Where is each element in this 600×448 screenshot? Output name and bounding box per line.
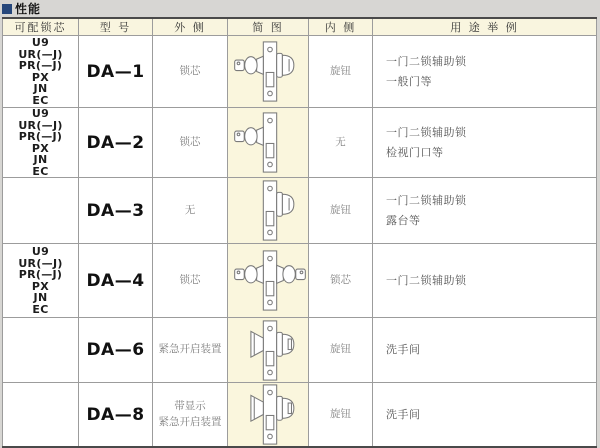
outside-label-line: 紧急开启装置 <box>158 343 222 356</box>
cylinder-code: PR(—J) <box>18 130 63 143</box>
lock-body-icon <box>263 181 276 240</box>
usage-line: 一门二锁辅助锁 <box>386 54 467 68</box>
cylinder-code: EC <box>32 93 49 107</box>
lock-diagram <box>228 383 312 446</box>
inside-cell <box>309 383 373 448</box>
col-header-model: 型 号 <box>79 18 153 36</box>
usage-line: 一门二锁辅助锁 <box>386 193 467 207</box>
lock-diagram <box>228 249 312 312</box>
cylinder-code: U9 <box>31 36 50 49</box>
outside-label-line: 紧急开启装置 <box>158 415 222 428</box>
lock-diagram <box>228 111 312 174</box>
usage-cell <box>373 244 597 318</box>
outside-cell <box>153 178 228 244</box>
cylinders-cell <box>3 178 79 244</box>
usage-cell <box>373 318 597 383</box>
usage-line: 洗手间 <box>386 407 421 421</box>
inside-cell <box>309 318 373 383</box>
cylinder-code: UR(—J) <box>18 256 63 270</box>
col-header-usage: 用 途 举 例 <box>373 18 597 36</box>
cylinders-cell <box>3 383 79 448</box>
cylinder-code: PR(—J) <box>18 268 63 281</box>
usage-line: 一门二锁辅助锁 <box>386 273 467 287</box>
outside-cell <box>153 244 228 318</box>
section-title: 性能 <box>15 2 42 16</box>
cylinder-code: UR(—J) <box>18 118 63 132</box>
usage-cell <box>373 36 597 108</box>
model-cell: DA—4 <box>79 244 153 318</box>
diagram-cell <box>228 383 309 448</box>
outside-label-line: 无 <box>184 203 196 216</box>
lock-body-icon <box>263 251 276 310</box>
table-body <box>3 36 597 448</box>
usage-cell <box>373 108 597 178</box>
thumbturn-icon <box>277 396 294 420</box>
cylinder-code: UR(—J) <box>18 47 63 61</box>
diagram-cell <box>228 318 309 383</box>
inside-cell <box>309 178 373 244</box>
emergency-device-icon <box>251 331 263 357</box>
inside-label-line: 旋钮 <box>330 203 351 216</box>
lock-diagram <box>228 179 312 242</box>
lock-body-icon <box>263 320 276 379</box>
cylinder-code: PR(—J) <box>18 59 63 72</box>
diagram-cell <box>228 108 309 178</box>
usage-line: 露台等 <box>386 213 421 227</box>
model-cell: DA—1 <box>79 36 153 108</box>
section-marker-icon <box>2 4 12 14</box>
outside-label-line: 锁芯 <box>179 135 201 148</box>
outside-cell <box>153 108 228 178</box>
key-cylinder-icon <box>235 265 264 283</box>
key-cylinder-icon <box>235 56 264 74</box>
spec-row <box>3 108 597 178</box>
spec-row <box>3 36 597 108</box>
diagram-cell <box>228 244 309 318</box>
col-header-inside: 内 侧 <box>309 18 373 36</box>
section-header <box>0 0 600 17</box>
usage-cell <box>373 178 597 244</box>
cylinders-cell <box>3 36 79 108</box>
inside-cell <box>309 36 373 108</box>
cylinder-code: PX <box>31 141 50 155</box>
inside-label-line: 锁芯 <box>330 273 351 286</box>
thumbturn-icon <box>277 332 294 356</box>
cylinders-cell <box>3 244 79 318</box>
emergency-device-icon <box>251 395 263 421</box>
spec-row <box>3 244 597 318</box>
outside-label-line: 带显示 <box>174 399 206 412</box>
lock-diagram <box>228 40 312 103</box>
thumbturn-icon <box>277 53 294 77</box>
spec-row <box>3 318 597 383</box>
inside-label-line: 旋钮 <box>330 64 351 77</box>
cylinders-cell <box>3 108 79 178</box>
cylinder-code: EC <box>32 164 49 178</box>
cylinder-code: U9 <box>31 245 50 258</box>
model-cell: DA—8 <box>79 383 153 448</box>
outside-cell <box>153 36 228 108</box>
usage-line: 一门二锁辅助锁 <box>386 125 467 139</box>
key-cylinder-icon <box>235 127 264 145</box>
cylinder-code: PX <box>31 279 50 293</box>
cylinders-cell <box>3 318 79 383</box>
outside-label-line: 锁芯 <box>179 273 201 286</box>
inside-cell <box>309 244 373 318</box>
usage-line: 检视门口等 <box>386 145 444 159</box>
cylinder-code: JN <box>33 82 48 95</box>
col-header-diagram: 简 图 <box>228 18 309 36</box>
inside-label-line: 旋钮 <box>330 407 351 420</box>
cylinder-code: PX <box>31 70 50 84</box>
model-cell: DA—2 <box>79 108 153 178</box>
usage-line: 洗手间 <box>386 343 421 357</box>
cylinder-code: U9 <box>31 107 50 120</box>
inside-cell <box>309 108 373 178</box>
col-header-cylinders: 可配锁芯 <box>3 18 79 36</box>
spec-row <box>3 383 597 448</box>
lock-body-icon <box>263 42 276 101</box>
usage-line: 一般门等 <box>386 74 432 88</box>
inside-label-line: 无 <box>335 135 346 148</box>
cylinder-code: JN <box>33 291 48 304</box>
spec-table <box>2 17 597 448</box>
lock-body-icon <box>263 113 276 172</box>
spec-row <box>3 178 597 244</box>
diagram-cell <box>228 36 309 108</box>
thumbturn-icon <box>277 192 294 216</box>
lock-diagram <box>228 319 312 382</box>
inside-label-line: 旋钮 <box>330 343 351 356</box>
col-header-outside: 外 侧 <box>153 18 228 36</box>
outside-cell <box>153 383 228 448</box>
outside-label-line: 锁芯 <box>179 64 201 77</box>
header-row <box>3 18 597 36</box>
usage-cell <box>373 383 597 448</box>
cylinder-code: JN <box>33 153 48 166</box>
outside-cell <box>153 318 228 383</box>
diagram-cell <box>228 178 309 244</box>
lock-body-icon <box>263 385 276 444</box>
cylinder-code: EC <box>32 302 49 316</box>
key-cylinder-icon <box>277 265 306 283</box>
model-cell: DA—6 <box>79 318 153 383</box>
model-cell: DA—3 <box>79 178 153 244</box>
